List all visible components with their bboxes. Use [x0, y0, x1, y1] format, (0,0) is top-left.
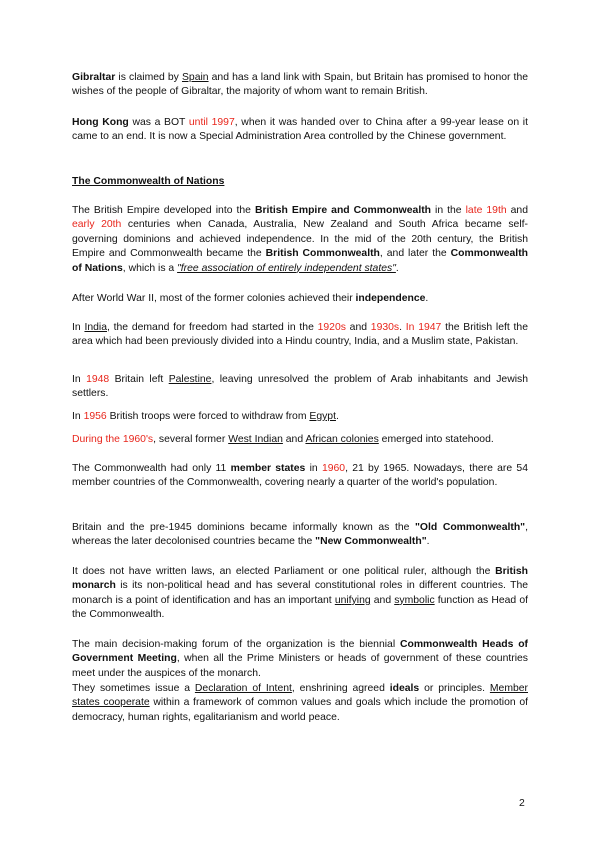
date: 1920s	[317, 322, 346, 333]
term: "Old Commonwealth"	[414, 522, 526, 533]
text: The Commonwealth had only 11	[72, 463, 231, 474]
term: Commonwealth Heads of Government Meeting	[72, 639, 529, 665]
date: 1930s	[370, 322, 400, 333]
paragraph-members	[72, 462, 528, 491]
date: During the 1960's	[72, 434, 154, 445]
quote: "free association of entirely independent states"	[177, 262, 396, 274]
paragraph-india	[72, 321, 528, 350]
date: late 19th	[465, 205, 507, 216]
text: and	[370, 594, 395, 606]
paragraph-empire	[72, 204, 528, 276]
section-heading: The Commonwealth of Nations	[72, 176, 225, 187]
text: British troops were forced to withdraw from	[106, 411, 310, 422]
text: , and later the	[379, 248, 451, 260]
text: The British Empire developed into the	[72, 205, 255, 216]
text: , several former	[153, 434, 229, 445]
text: , whereas the later decolonised countries became the	[72, 522, 528, 548]
text: , when all the Prime Ministers or heads of government of these countries meet under the auspices of the monarch.	[72, 653, 528, 679]
underlined-member-states: Member states cooperate	[72, 683, 528, 709]
underlined-symbolic: symbolic	[394, 594, 435, 606]
term: "New Commonwealth"	[315, 536, 427, 548]
term-hong-kong: Hong Kong	[72, 117, 129, 128]
page-number: 2	[519, 798, 525, 809]
term-gibraltar: Gibraltar	[72, 72, 116, 83]
paragraph-laws	[72, 565, 528, 623]
text: centuries when Canada, Australia, New Zealand and South Africa became self-governing dominions and achieved independence. In the mid of the 20th century, the British Empire and Commonwealth became the	[72, 219, 528, 260]
term: ideals	[389, 683, 420, 694]
date: 1956	[83, 411, 107, 422]
date: In 1947	[405, 322, 442, 333]
text: emerged into statehood.	[378, 434, 494, 445]
paragraph-declaration	[72, 682, 528, 725]
text: , leaving unresolved the problem of Arab inhabitants and Jewish settlers.	[72, 374, 528, 400]
underlined-west-indian: West Indian	[228, 434, 283, 445]
text: and	[506, 205, 528, 216]
paragraph-hong-kong	[72, 116, 528, 145]
term: member states	[230, 463, 306, 474]
text: , 21 by 1965. Nowadays, there are 54 member countries of the Commonwealth, covering nearly a quarter of the world's population.	[72, 463, 528, 489]
text: .	[426, 536, 430, 548]
underlined-declaration: Declaration of Intent	[194, 683, 292, 694]
text: .	[399, 322, 406, 333]
text: within a framework of common values and goals which include the promotion of democracy, human rights, egalitarianism and world peace.	[72, 697, 529, 723]
text: was a BOT	[128, 117, 189, 128]
text: in	[305, 463, 322, 474]
text: .	[335, 411, 339, 422]
text: Britain left	[109, 374, 169, 385]
text: is claimed by	[115, 72, 182, 83]
underlined-egypt: Egypt	[309, 411, 336, 422]
paragraph-palestine	[72, 373, 528, 402]
paragraph-gibraltar	[72, 71, 528, 100]
underlined-african-colonies: African colonies	[305, 434, 379, 445]
underlined-unifying: unifying	[334, 594, 371, 606]
paragraph-forum	[72, 638, 528, 681]
term: British monarch	[72, 566, 528, 592]
paragraph-postwar	[72, 292, 528, 306]
term: Commonwealth of Nations	[72, 248, 528, 274]
text: in the	[431, 205, 466, 216]
text: In	[72, 411, 84, 422]
text: .	[395, 262, 399, 274]
term: independence	[355, 293, 426, 304]
text: and	[282, 434, 306, 445]
date: early 20th	[72, 219, 122, 231]
text: , which is a	[122, 262, 178, 274]
text: the British left the area which had been previously divided into a Hindu country, India, and a Muslim state, Pakistan.	[72, 322, 528, 348]
text: Britain and the pre-1945 dominions became informally known as the	[72, 522, 415, 533]
term: British Empire and Commonwealth	[254, 205, 432, 216]
text: function as Head of the Commonwealth.	[72, 594, 528, 621]
text: or principles.	[419, 683, 490, 694]
underlined-india: India	[84, 322, 107, 333]
date: 1948	[86, 374, 110, 385]
text: , enshrining agreed	[291, 683, 390, 694]
text: In	[72, 374, 87, 385]
text: and	[345, 322, 371, 333]
text: After World War II, most of the former colonies achieved their	[72, 293, 356, 304]
text: They sometimes issue a	[72, 683, 195, 694]
text: and has a land link with Spain, but Britain has promised to honor the wishes of the people of Gibraltar, the majority of whom want to remain British.	[72, 72, 528, 98]
underlined-spain: Spain	[181, 72, 209, 83]
paragraph-old-new	[72, 521, 528, 550]
underlined-palestine: Palestine	[168, 374, 212, 385]
paragraph-egypt	[72, 410, 528, 424]
text: is its non-political head and has several constitutional roles in different countries. The monarch is a point of identification and has an important	[72, 580, 528, 606]
date-until-1997: until 1997	[188, 117, 235, 128]
text: , the demand for freedom had started in the	[106, 322, 318, 333]
paragraph-sixties	[72, 433, 528, 447]
text: , when it was handed over to China after a 99-year lease on it came to an end. It is now a Special Administration Area controlled by the Chinese government.	[72, 117, 528, 143]
text: .	[425, 293, 429, 304]
text: It does not have written laws, an elected Parliament or one political ruler, although the	[72, 566, 496, 577]
term: British Commonwealth	[265, 248, 380, 260]
date: 1960	[321, 463, 346, 474]
text: The main decision-making forum of the organization is the biennial	[72, 639, 400, 650]
text: In	[72, 322, 85, 333]
